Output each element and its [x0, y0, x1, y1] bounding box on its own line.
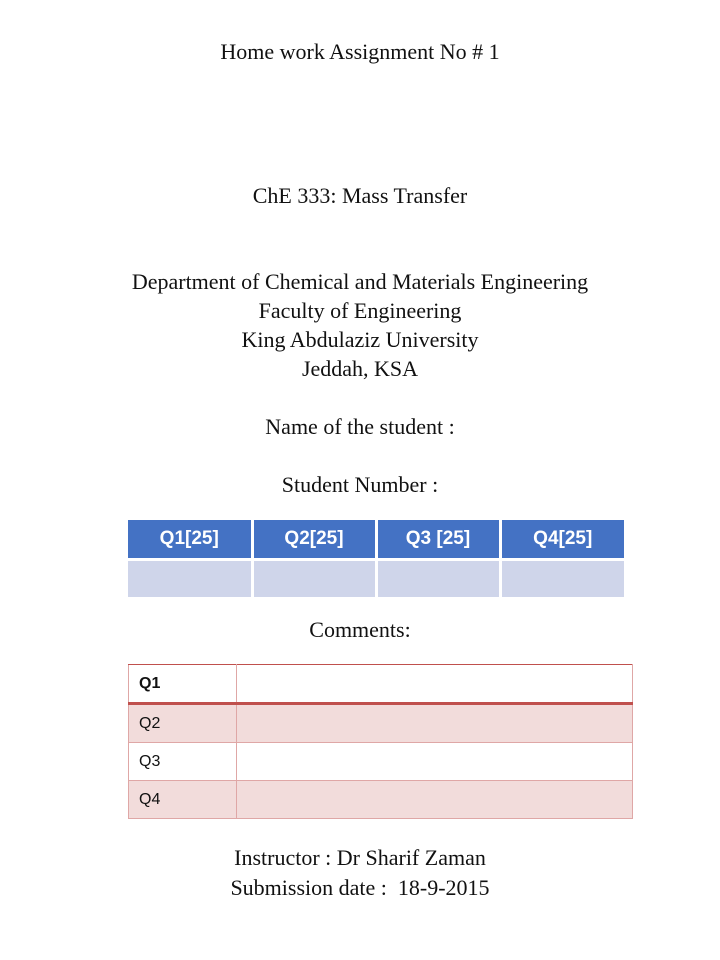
comment-row-label: Q4 [129, 781, 237, 819]
comment-cell-q3[interactable] [237, 743, 633, 781]
student-name-label: Name of the student : [265, 414, 455, 439]
location: Jeddah, KSA [301, 356, 419, 381]
comment-cell-q2[interactable] [237, 704, 633, 743]
university-name: King Abdulaziz University [241, 327, 479, 352]
score-header-row [128, 520, 624, 560]
score-table [128, 520, 624, 597]
course-title: ChE 333: Mass Transfer [252, 183, 468, 208]
comment-row [129, 704, 633, 743]
assignment-title: Home work Assignment No # 1 [220, 39, 500, 64]
score-cell-q3[interactable] [376, 560, 500, 598]
comment-row-label: Q1 [129, 665, 237, 704]
comments-label: Comments: [309, 617, 411, 642]
comment-row [129, 665, 633, 704]
comment-row [129, 781, 633, 819]
comment-row-label: Q2 [129, 704, 237, 743]
comment-row-label: Q3 [129, 743, 237, 781]
student-number-label: Student Number : [281, 472, 439, 497]
score-header-q1: Q1[25] [128, 520, 252, 560]
score-header-q3: Q3 [25] [376, 520, 500, 560]
department-name: Department of Chemical and Materials Engineering [131, 269, 589, 294]
instructor-line: Instructor : Dr Sharif Zaman [234, 845, 486, 870]
faculty-name: Faculty of Engineering [258, 298, 462, 323]
comments-table [128, 664, 633, 819]
score-cell-q4[interactable] [500, 560, 624, 598]
submission-date-line: Submission date : 18-9-2015 [230, 875, 490, 900]
score-header-q2: Q2[25] [252, 520, 376, 560]
comment-row [129, 743, 633, 781]
score-cell-q1[interactable] [128, 560, 252, 598]
comment-cell-q1[interactable] [237, 665, 633, 704]
score-cell-q2[interactable] [252, 560, 376, 598]
score-value-row [128, 560, 624, 598]
score-header-q4: Q4[25] [500, 520, 624, 560]
comment-cell-q4[interactable] [237, 781, 633, 819]
